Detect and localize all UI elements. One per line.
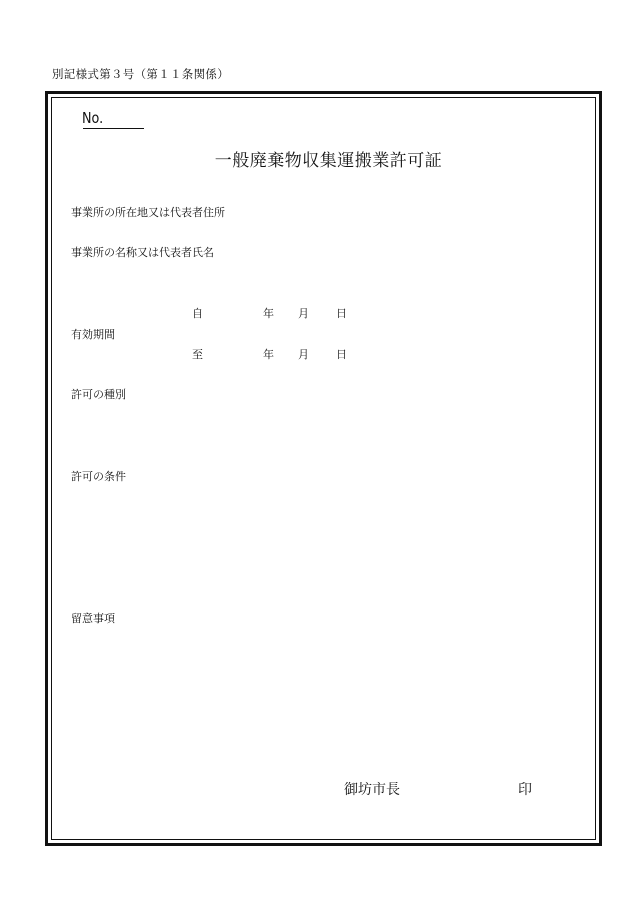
- address-label: 事業所の所在地又は代表者住所: [71, 206, 225, 219]
- permit-type-label: 許可の種別: [71, 388, 126, 401]
- certificate-title: 一般廃棄物収集運搬業許可証: [214, 151, 443, 171]
- validity-from-year: 年: [263, 307, 274, 320]
- validity-from-label: 自: [192, 307, 203, 320]
- certificate-number-label: No.: [82, 109, 104, 127]
- validity-to-label: 至: [192, 348, 203, 361]
- validity-from-day: 日: [336, 307, 347, 320]
- validity-from-month: 月: [298, 307, 309, 320]
- validity-to-month: 月: [298, 348, 309, 361]
- name-label: 事業所の名称又は代表者氏名: [71, 246, 214, 259]
- form-number-label: 別記様式第３号（第１１条関係）: [52, 67, 229, 81]
- certificate-number-underline: [83, 128, 144, 129]
- certificate-frame: [45, 91, 602, 846]
- validity-to-year: 年: [263, 348, 274, 361]
- permit-conditions-label: 許可の条件: [71, 470, 126, 483]
- validity-label: 有効期間: [71, 328, 115, 341]
- notes-label: 留意事項: [71, 612, 115, 625]
- validity-to-day: 日: [336, 348, 347, 361]
- seal-mark: 印: [518, 782, 532, 798]
- issuer-name: 御坊市長: [344, 782, 400, 798]
